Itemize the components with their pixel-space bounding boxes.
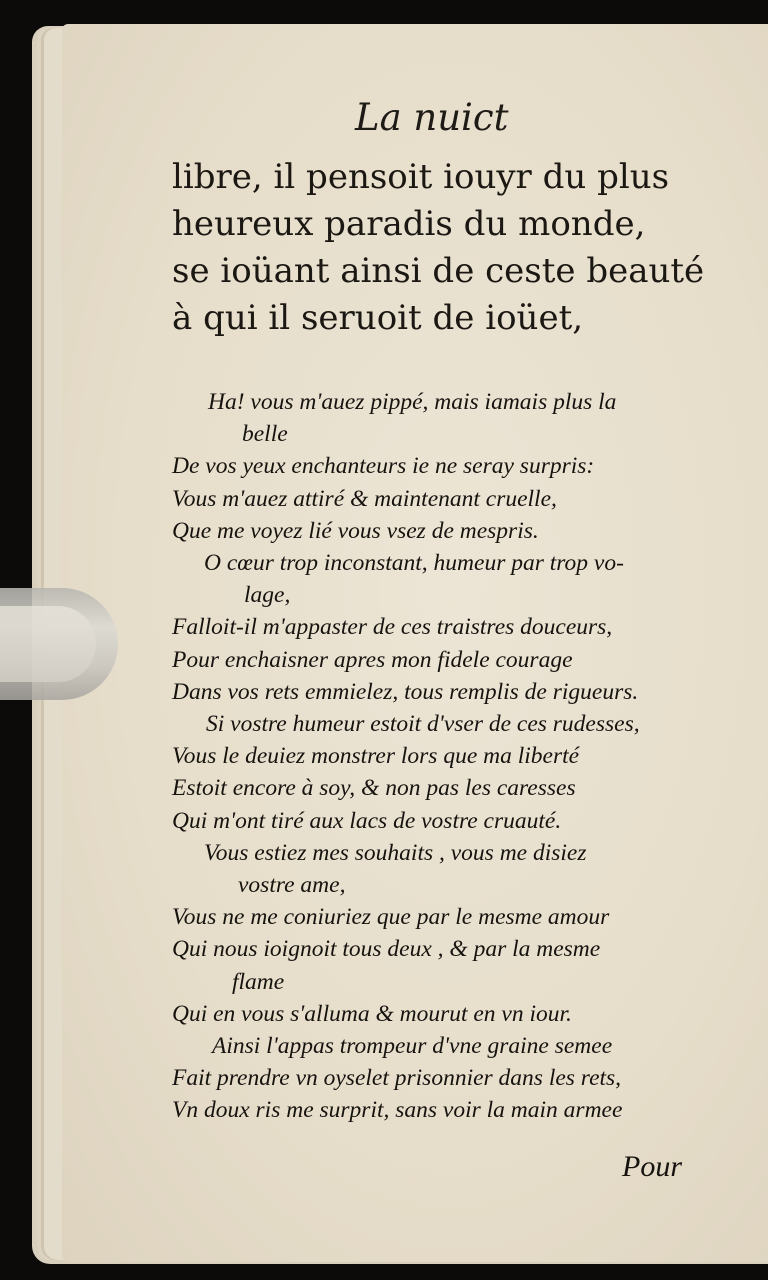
verse-line: flame	[232, 968, 285, 995]
verse-line: Fait prendre vn oyselet prisonnier dans les rets,	[172, 1065, 622, 1092]
prose-line: heureux paradis du monde,	[172, 204, 646, 244]
page-clip-inner	[0, 606, 96, 682]
verse-line: Dans vos rets emmielez, tous remplis de rigueurs.	[172, 678, 639, 705]
prose-line: libre, il pensoit iouyr du plus	[172, 157, 670, 197]
prose-block	[172, 154, 712, 342]
verse-block	[172, 386, 712, 1127]
verse-line: Pour enchaisner apres mon fidele courage	[172, 646, 573, 673]
running-head: La nuict	[355, 96, 509, 139]
verse-line: Qui nous ioignoit tous deux , & par la mesme	[172, 936, 601, 963]
verse-line: belle	[242, 421, 288, 448]
verse-line: vostre ame,	[238, 872, 346, 899]
verse-line: Vous le deuiez monstrer lors que ma liberté	[172, 743, 580, 770]
verse-line: Estoit encore à soy, & non pas les caresses	[172, 775, 576, 802]
verse-line: De vos yeux enchanteurs ie ne seray surpris:	[172, 453, 595, 480]
verse-line: Ha! vous m'auez pippé, mais iamais plus la	[208, 389, 617, 415]
verse-line: Qui m'ont tiré aux lacs de vostre cruauté.	[172, 807, 562, 834]
prose-line: se ioüant ainsi de ceste beauté	[172, 251, 705, 291]
verse-line: Vous estiez mes souhaits , vous me disiez	[204, 839, 587, 866]
prose-line: à qui il seruoit de ioüet,	[172, 298, 584, 338]
verse-line: O cœur trop inconstant, humeur par trop vo-	[204, 550, 624, 577]
verse-line: Falloit-il m'appaster de ces traistres douceurs,	[172, 614, 613, 641]
verse-line: Vn doux ris me surprit, sans voir la main armee	[172, 1097, 623, 1124]
verse-line: Si vostre humeur estoit d'vser de ces rudesses,	[206, 711, 640, 738]
verse-line: Qui en vous s'alluma & mourut en vn iour.	[172, 1000, 572, 1027]
verse-line: Vous ne me coniuriez que par le mesme amour	[172, 904, 610, 931]
verse-line: Que me voyez lié vous vsez de mespris.	[172, 517, 539, 544]
verse-line: Ainsi l'appas trompeur d'vne graine semee	[212, 1033, 613, 1060]
catchword: Pour	[622, 1150, 682, 1183]
verse-line: Vous m'auez attiré & maintenant cruelle,	[172, 485, 557, 512]
verse-line: lage,	[244, 582, 291, 609]
